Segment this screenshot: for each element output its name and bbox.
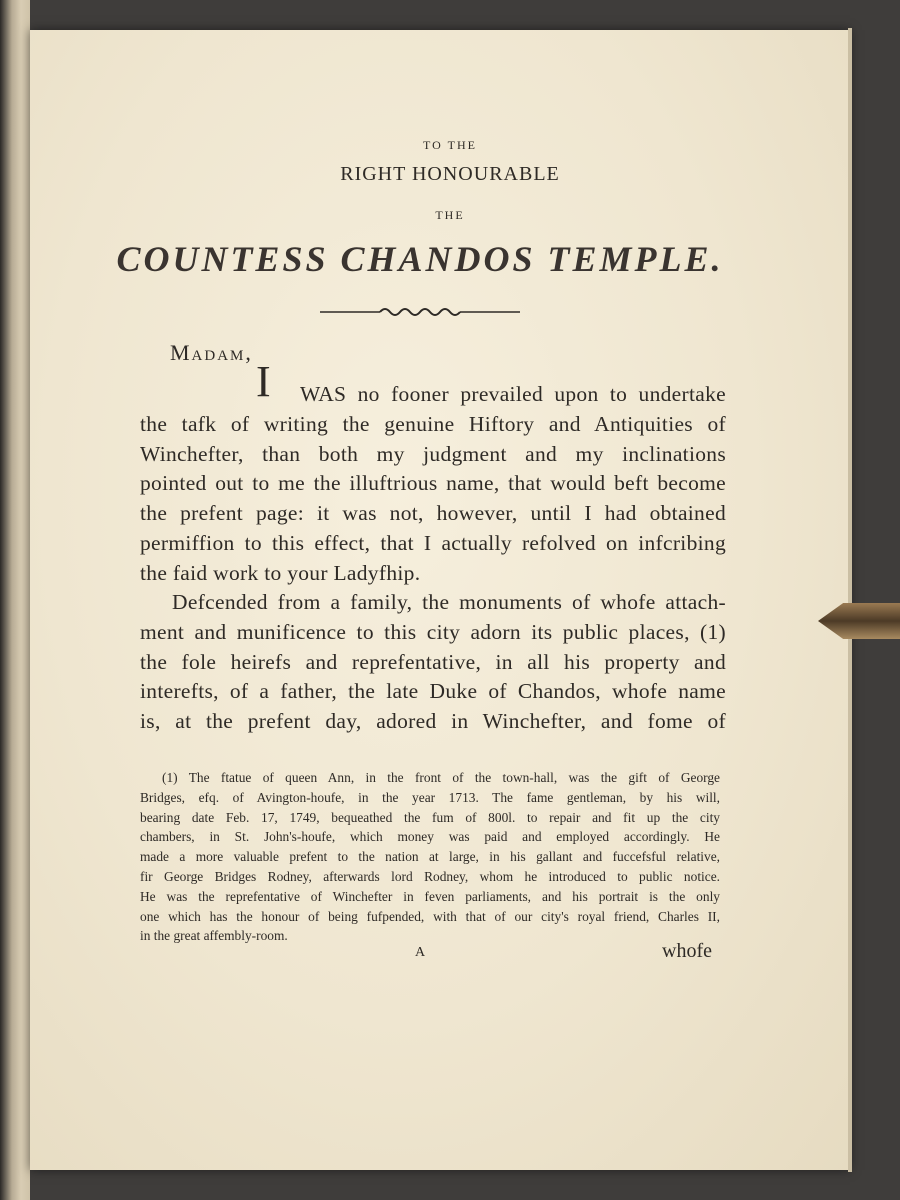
heading-the: THE: [435, 208, 465, 222]
footnote-line: one which has the honour of being fufpended, with that of our city's royal friend, Charles II,: [140, 908, 720, 924]
footnote-line: (1) The ftatue of queen Ann, in the front of the town-hall, was the gift of George: [162, 770, 720, 785]
heading-to-the: TO THE: [423, 138, 477, 152]
body-line: the prefent page: it was not, however, until I had obtained: [140, 501, 726, 525]
body-line: the fole heirefs and reprefentative, in all his property and: [140, 650, 726, 674]
signature-mark: A: [415, 945, 426, 960]
body-line: the tafk of writing the genuine Hiftory and Antiquities of: [140, 412, 726, 436]
footnote-line: made a more valuable prefent to the nation at large, in his gallant and fuccefsful relative,: [140, 849, 720, 865]
ornament-rule: [320, 306, 520, 318]
footnote-line: chambers, in St. John's-houfe, which money was paid and employed accordingly. He: [140, 829, 720, 845]
body-line: WAS no fooner prevailed upon to undertake: [300, 382, 726, 406]
body-line: is, at the prefent day, adored in Winchefter, and fome of: [140, 709, 726, 733]
heading-right-honourable: RIGHT HONOURABLE: [340, 163, 560, 185]
footnote-line: in the great affembly-room.: [140, 928, 288, 944]
body-line: Winchefter, than both my judgment and my inclinations: [140, 442, 726, 466]
heading-countess: COUNTESS CHANDOS TEMPLE.: [116, 239, 724, 279]
body-line: permiffion to this effect, that I actually refolved on infcribing: [140, 531, 726, 555]
catchword: whofe: [662, 940, 712, 962]
body-line: Defcended from a family, the monuments of whofe attach-: [172, 590, 726, 614]
footnote-line: He was the reprefentative of Winchefter in feven parliaments, and his portrait is the only: [140, 888, 720, 904]
footnote-line: bearing date Feb. 17, 1749, bequeathed the fum of 800l. to repair and fit up the city: [140, 809, 720, 825]
footnote-line: Bridges, efq. of Avington-houfe, in the year 1713. The fame gentleman, by his will,: [140, 789, 720, 805]
body-line: ment and munificence to this city adorn its public places, (1): [140, 620, 726, 644]
salutation: Madam,: [170, 340, 253, 365]
drop-cap: I: [256, 357, 271, 406]
footnote-line: fir George Bridges Rodney, afterwards lord Rodney, whom he introduced to public notice.: [140, 869, 720, 884]
body-line: interefts, of a father, the late Duke of Chandos, whofe name: [140, 679, 726, 703]
body-line: the faid work to your Ladyfhip.: [140, 561, 421, 585]
body-line: pointed out to me the illuftrious name, that would beft become: [140, 471, 726, 495]
page-edge: [848, 28, 852, 1172]
